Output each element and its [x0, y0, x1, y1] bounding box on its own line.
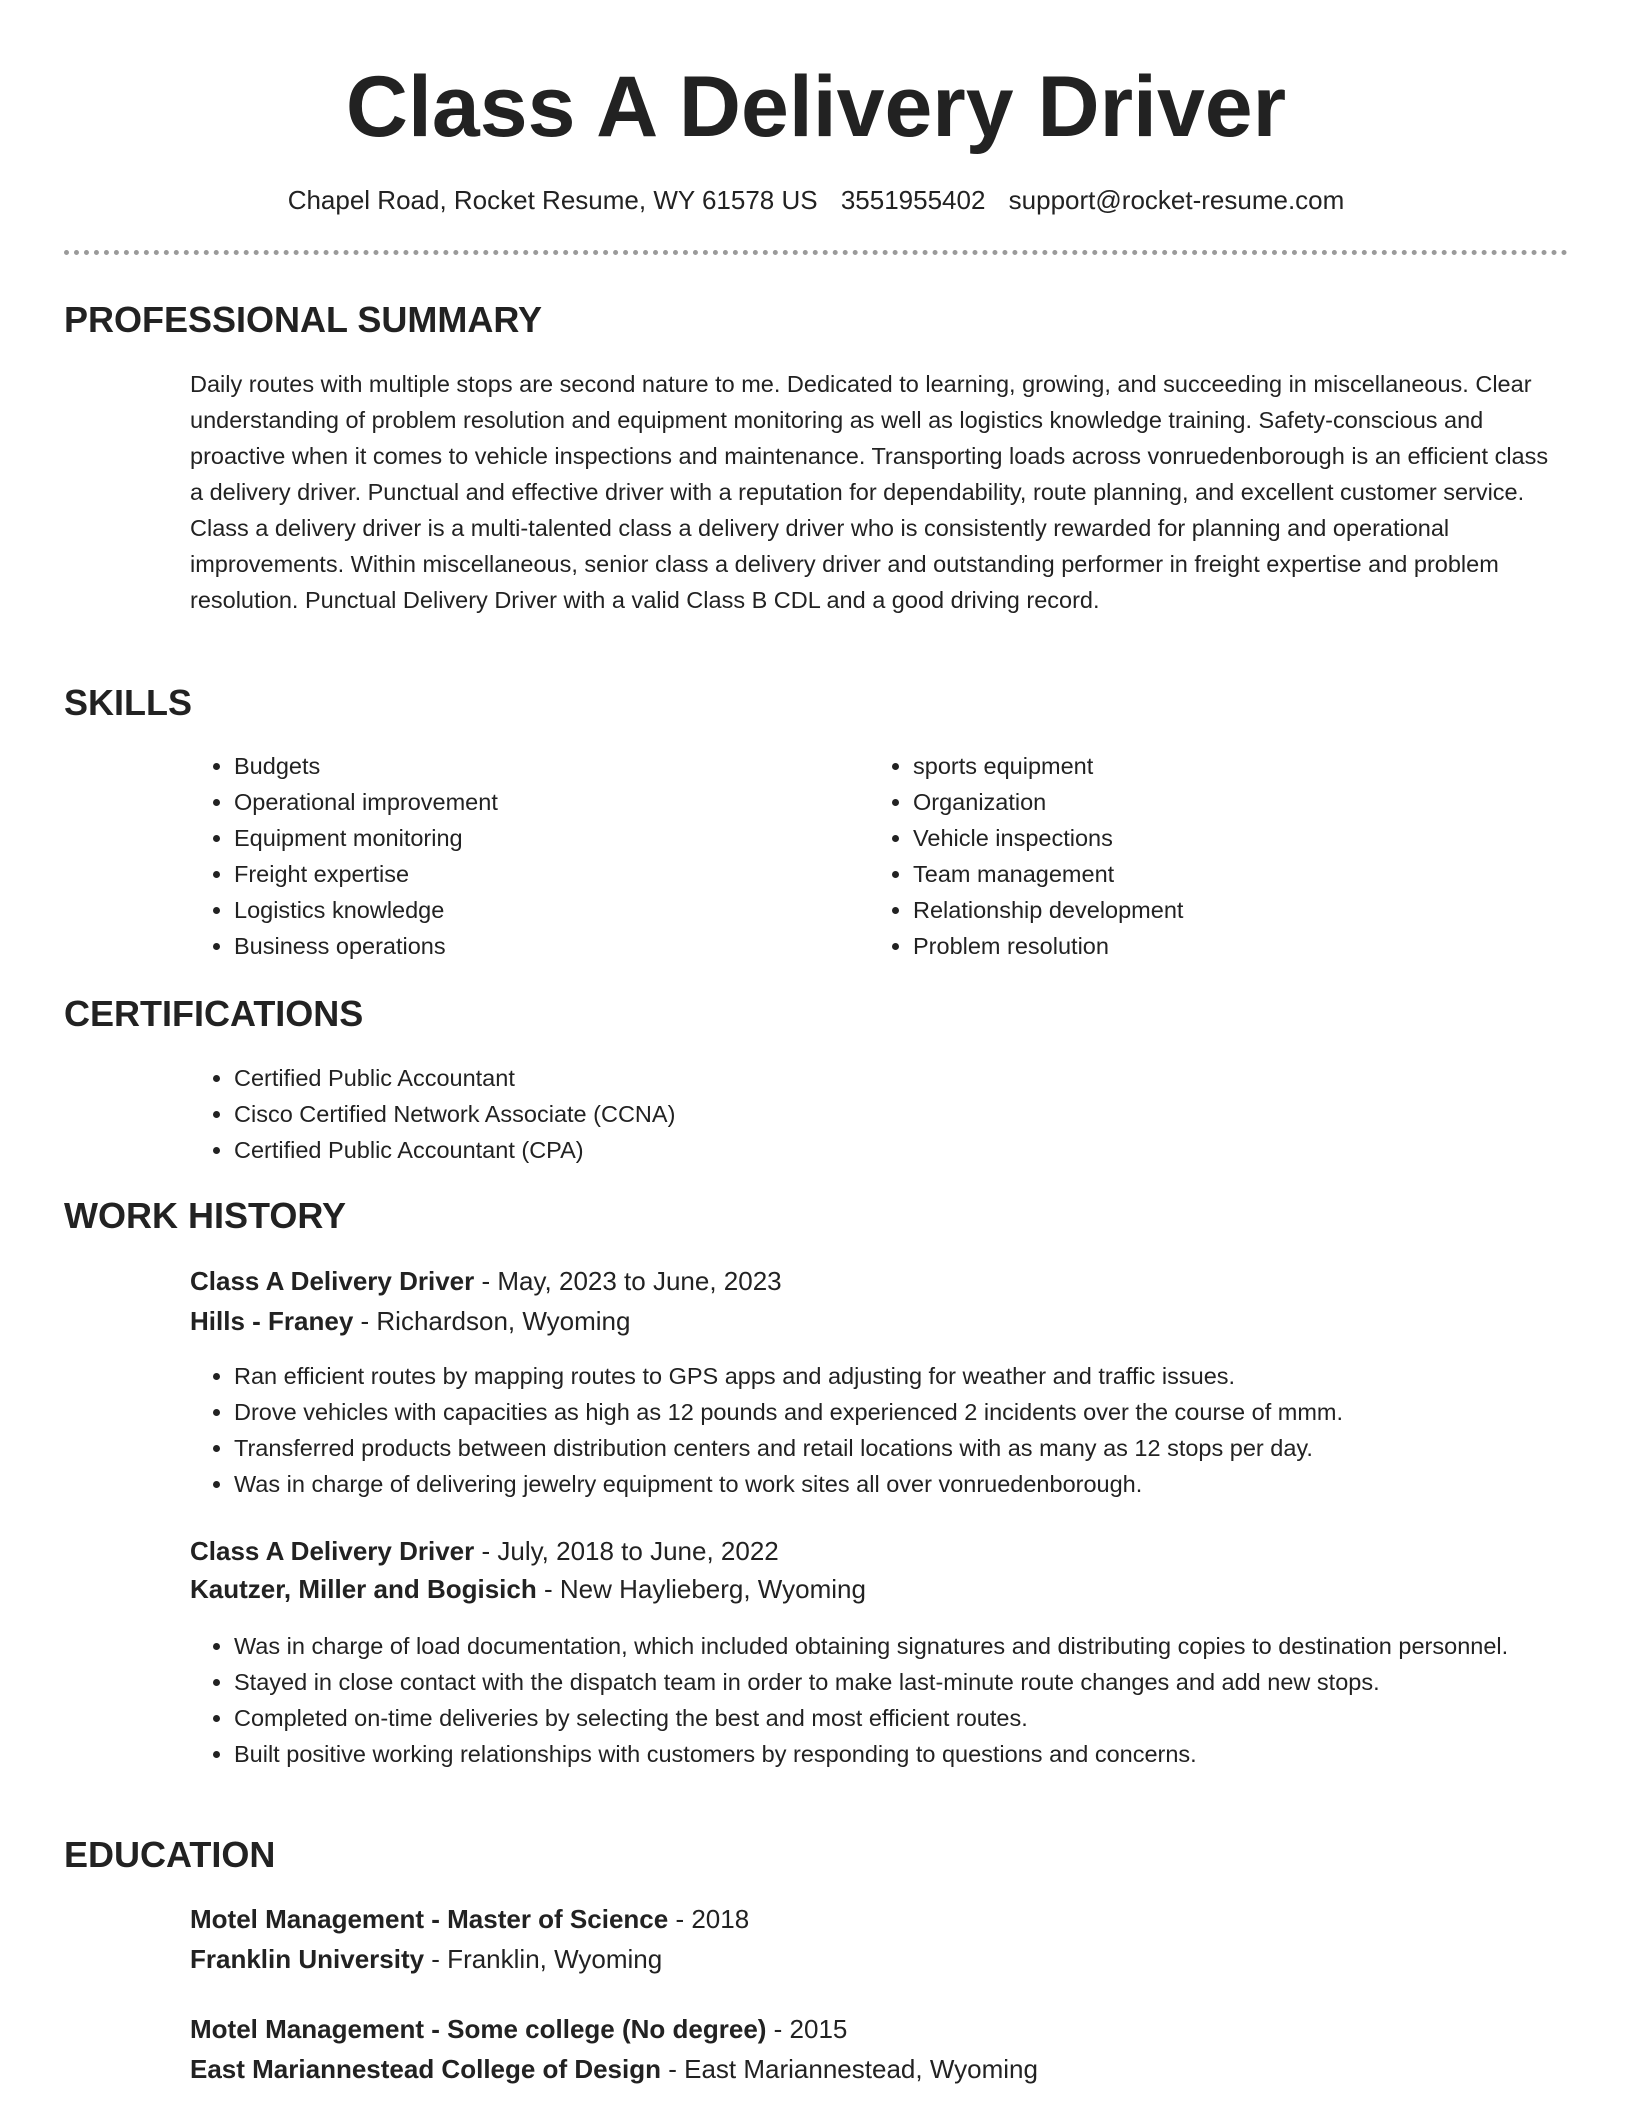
list-item: • Vehicle inspections	[913, 820, 1533, 856]
education-2-location: - East Mariannestead, Wyoming	[661, 2054, 1038, 2084]
list-item: • Certified Public Accountant	[234, 1060, 1534, 1096]
education-2-school: East Mariannestead College of Design	[190, 2054, 662, 2084]
section-title-summary: PROFESSIONAL SUMMARY	[64, 299, 543, 340]
education-2-year: - 2015	[766, 2014, 848, 2044]
list-item: • Was in charge of delivering jewelry equipment to work sites all over vonruedenborough.	[234, 1466, 1594, 1502]
contact-address: Chapel Road, Rocket Resume, WY 61578 US	[287, 185, 818, 215]
job-1-title-line	[190, 1262, 782, 1300]
contact-email: support@rocket-resume.com	[1008, 185, 1345, 215]
list-item: • Equipment monitoring	[234, 820, 854, 856]
education-2-degree-line	[190, 2010, 847, 2048]
list-item: • Built positive working relationships with customers by responding to questions and concerns.	[234, 1736, 1594, 1772]
education-1-year: - 2018	[668, 1904, 750, 1934]
education-1-degree: Motel Management - Master of Science	[190, 1904, 669, 1934]
job-2-role: Class A Delivery Driver	[190, 1536, 475, 1566]
list-item: • Problem resolution	[913, 928, 1533, 964]
job-2-company-line	[190, 1570, 866, 1608]
job-2-title-line	[190, 1532, 779, 1570]
list-item: • Stayed in close contact with the dispatch team in order to make last-minute route changes and add new stops.	[234, 1664, 1594, 1700]
list-item: • Transferred products between distribution centers and retail locations with as many as 12 stops per day.	[234, 1430, 1594, 1466]
job-2-location: - New Haylieberg, Wyoming	[536, 1574, 866, 1604]
list-item: • Operational improvement	[234, 784, 854, 820]
job-1-company-line	[190, 1302, 630, 1340]
job-1-dates: - May, 2023 to June, 2023	[474, 1266, 782, 1296]
summary-text: Daily routes with multiple stops are second nature to me. Dedicated to learning, growing, and succeeding in miscellaneous. Clear understanding of problem resolution and equipment monitoring as well as logistics knowledge training. Safety-conscious and proactive when it comes to vehicle inspections and maintenance. Transporting loads across vonruedenborough is an efficient class a delivery driver. Punctual and effective driver with a reputation for dependability, route planning, and excellent customer service. Class a delivery driver is a multi-talented class a delivery driver who is consistently rewarded for planning and operational improvements. Within miscellaneous, senior class a delivery driver and outstanding performer in freight expertise and problem resolution. Punctual Delivery Driver with a valid Class B CDL and a good driving record.	[190, 371, 1549, 613]
job-1-role: Class A Delivery Driver	[190, 1266, 475, 1296]
section-title-education: EDUCATION	[64, 1834, 276, 1875]
list-item: • Business operations	[234, 928, 854, 964]
list-item: • Organization	[913, 784, 1533, 820]
header-divider	[64, 250, 1568, 255]
section-title-work-history: WORK HISTORY	[64, 1195, 347, 1236]
job-2-company: Kautzer, Miller and Bogisich	[190, 1574, 537, 1604]
section-title-skills: SKILLS	[64, 682, 193, 723]
list-item: • Freight expertise	[234, 856, 854, 892]
education-2-degree: Motel Management - Some college (No degree)	[190, 2014, 767, 2044]
education-1-degree-line	[190, 1900, 749, 1938]
list-item: • Drove vehicles with capacities as high as 12 pounds and experienced 2 incidents over the course of mmm.	[234, 1394, 1594, 1430]
education-1-school: Franklin University	[190, 1944, 425, 1974]
education-1-location: - Franklin, Wyoming	[424, 1944, 663, 1974]
job-1-bullets	[190, 1358, 1594, 1502]
certifications-list	[190, 1060, 1534, 1168]
list-item: • Certified Public Accountant (CPA)	[234, 1132, 1534, 1168]
list-item: • Was in charge of load documentation, which included obtaining signatures and distributing copies to destination personnel.	[234, 1628, 1594, 1664]
contact-line	[0, 181, 1632, 219]
list-item: • Budgets	[234, 748, 854, 784]
section-title-certifications: CERTIFICATIONS	[64, 993, 364, 1034]
list-item: • Ran efficient routes by mapping routes to GPS apps and adjusting for weather and traffic issues.	[234, 1358, 1594, 1394]
list-item: • Logistics knowledge	[234, 892, 854, 928]
job-1-company: Hills - Franey	[190, 1306, 354, 1336]
education-1-school-line	[190, 1940, 662, 1978]
list-item: • Relationship development	[913, 892, 1533, 928]
candidate-name: Class A Delivery Driver	[345, 59, 1287, 155]
list-item: • sports equipment	[913, 748, 1533, 784]
list-item: • Completed on-time deliveries by selecting the best and most efficient routes.	[234, 1700, 1594, 1736]
job-2-dates: - July, 2018 to June, 2022	[474, 1536, 779, 1566]
skills-list-left	[190, 748, 854, 964]
job-2-bullets	[190, 1628, 1594, 1772]
list-item: • Cisco Certified Network Associate (CCNA)	[234, 1096, 1534, 1132]
job-1-location: - Richardson, Wyoming	[353, 1306, 631, 1336]
skills-list-right	[869, 748, 1533, 964]
list-item: • Team management	[913, 856, 1533, 892]
education-2-school-line	[190, 2050, 1038, 2088]
contact-phone: 3551955402	[840, 185, 986, 215]
